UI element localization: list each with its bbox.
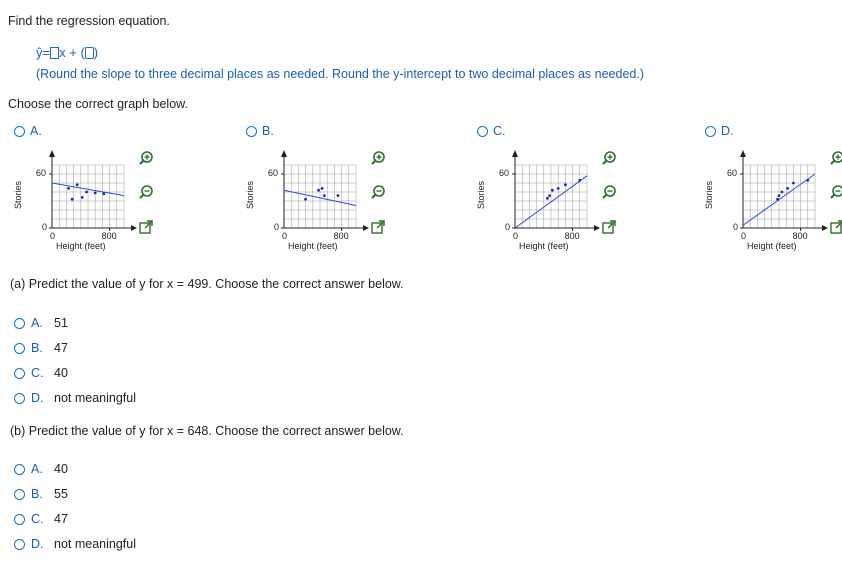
x-tick-label: 800 <box>101 231 117 241</box>
data-point <box>337 194 340 197</box>
x-axis-label: Height (feet) <box>519 241 569 251</box>
graph-letter: B. <box>262 124 274 138</box>
option-value: 55 <box>54 487 68 501</box>
x-zero-label: 0 <box>282 231 288 241</box>
y-tick-label: 60 <box>499 168 510 178</box>
scatter-chart <box>236 120 381 255</box>
y-tick-label: 60 <box>36 168 47 178</box>
option-value: 47 <box>54 341 68 355</box>
regression-equation <box>36 45 98 60</box>
x-zero-label: 0 <box>513 231 519 241</box>
eq-open-paren: ( <box>80 45 85 60</box>
rounding-note: (Round the slope to three decimal places as needed. Round the y-intercept to two decimal places as needed.) <box>36 67 645 81</box>
zoom-in-icon[interactable] <box>370 150 386 166</box>
part-b-option-b[interactable] <box>0 486 300 504</box>
option-value: 51 <box>54 316 68 330</box>
part-b-option-c[interactable] <box>0 511 300 529</box>
data-point <box>778 194 781 197</box>
choose-graph-text: Choose the correct graph below. <box>8 97 188 111</box>
zoom-out-icon[interactable] <box>138 184 154 200</box>
zoom-in-icon[interactable] <box>138 150 154 166</box>
x-axis-label: Height (feet) <box>288 241 338 251</box>
answer-radio[interactable] <box>14 539 25 550</box>
data-point <box>551 189 554 192</box>
option-letter: D. <box>31 391 44 405</box>
answer-radio[interactable] <box>14 318 25 329</box>
part-b-option-d[interactable] <box>0 536 300 554</box>
option-letter: A. <box>31 462 43 476</box>
x-tick-label: 800 <box>792 231 808 241</box>
graph-option-b <box>236 120 381 260</box>
data-point <box>81 196 84 199</box>
x-axis-arrow <box>822 225 828 231</box>
scatter-chart <box>4 120 149 255</box>
answer-radio[interactable] <box>14 514 25 525</box>
instruction-text: Find the regression equation. <box>8 14 170 28</box>
option-value: 47 <box>54 512 68 526</box>
part-a-option-d[interactable] <box>0 390 300 408</box>
intercept-input[interactable] <box>85 47 94 59</box>
option-letter: C. <box>31 366 44 380</box>
y-zero-label: 0 <box>274 222 280 232</box>
data-point <box>85 191 88 194</box>
graph-option-d <box>695 120 840 260</box>
option-letter: B. <box>31 341 43 355</box>
y-axis-arrow <box>281 150 287 157</box>
part-a-option-c[interactable] <box>0 365 300 383</box>
y-zero-label: 0 <box>42 222 48 232</box>
eq-close-paren: ) <box>93 45 99 60</box>
data-point <box>304 198 307 201</box>
x-axis-arrow <box>363 225 369 231</box>
expand-graph-icon[interactable] <box>601 219 617 235</box>
x-axis-arrow <box>594 225 600 231</box>
graph-letter: D. <box>721 124 734 138</box>
data-point <box>786 187 789 190</box>
x-axis-label: Height (feet) <box>56 241 106 251</box>
zoom-in-icon[interactable] <box>601 150 617 166</box>
answer-radio[interactable] <box>14 393 25 404</box>
y-axis-label: Stories <box>476 181 486 210</box>
expand-graph-icon[interactable] <box>138 219 154 235</box>
data-point <box>792 182 795 185</box>
answer-radio[interactable] <box>14 368 25 379</box>
option-letter: C. <box>31 512 44 526</box>
graph-letter: A. <box>30 124 42 138</box>
expand-graph-icon[interactable] <box>370 219 386 235</box>
data-point <box>323 194 326 197</box>
y-tick-label: 60 <box>268 168 279 178</box>
option-letter: D. <box>31 537 44 551</box>
answer-radio[interactable] <box>14 489 25 500</box>
part-b-option-a[interactable] <box>0 461 300 479</box>
x-axis-label: Height (feet) <box>747 241 797 251</box>
option-value: not meaningful <box>54 391 137 405</box>
zoom-in-icon[interactable] <box>829 150 842 166</box>
data-point <box>317 189 320 192</box>
option-value: not meaningful <box>54 537 137 551</box>
y-axis-arrow <box>49 150 55 157</box>
x-tick-label: 800 <box>564 231 580 241</box>
scatter-chart <box>467 120 612 255</box>
graph-letter: C. <box>493 124 506 138</box>
eq-x-plus: x + <box>59 45 77 60</box>
scatter-chart <box>695 120 840 255</box>
yhat-symbol: ŷ <box>36 45 43 60</box>
option-value: 40 <box>54 366 68 380</box>
y-zero-label: 0 <box>505 222 511 232</box>
data-point <box>67 187 70 190</box>
data-point <box>94 192 97 195</box>
x-zero-label: 0 <box>741 231 747 241</box>
zoom-out-icon[interactable] <box>370 184 386 200</box>
zoom-out-icon[interactable] <box>829 184 842 200</box>
zoom-out-icon[interactable] <box>601 184 617 200</box>
data-point <box>578 179 581 182</box>
x-tick-label: 800 <box>333 231 349 241</box>
data-point <box>806 179 809 182</box>
x-axis-arrow <box>131 225 137 231</box>
y-zero-label: 0 <box>733 222 739 232</box>
option-value: 40 <box>54 462 68 476</box>
eq-equals: = <box>42 45 51 60</box>
data-point <box>102 192 105 195</box>
graph-option-a <box>4 120 149 260</box>
part-a-prompt: (a) Predict the value of y for x = 499. Choose the correct answer below. <box>10 277 404 291</box>
x-zero-label: 0 <box>50 231 56 241</box>
data-point <box>548 194 551 197</box>
data-point <box>546 197 549 200</box>
data-point <box>564 183 567 186</box>
answer-radio[interactable] <box>14 343 25 354</box>
slope-input[interactable] <box>50 47 59 59</box>
data-point <box>780 191 783 194</box>
y-axis-arrow <box>740 150 746 157</box>
y-tick-label: 60 <box>727 168 738 178</box>
answer-radio[interactable] <box>14 464 25 475</box>
data-point <box>71 198 74 201</box>
data-point <box>321 187 324 190</box>
y-axis-arrow <box>512 150 518 157</box>
y-axis-label: Stories <box>245 181 255 210</box>
part-b-prompt: (b) Predict the value of y for x = 648. Choose the correct answer below. <box>10 424 404 438</box>
data-point <box>557 187 560 190</box>
part-a-option-b[interactable] <box>0 340 300 358</box>
y-axis-label: Stories <box>13 181 23 210</box>
graph-option-c <box>467 120 612 260</box>
data-point <box>776 198 779 201</box>
expand-graph-icon[interactable] <box>829 219 842 235</box>
data-point <box>76 183 79 186</box>
y-axis-label: Stories <box>704 181 714 210</box>
option-letter: B. <box>31 487 43 501</box>
option-letter: A. <box>31 316 43 330</box>
part-a-option-a[interactable] <box>0 315 300 333</box>
